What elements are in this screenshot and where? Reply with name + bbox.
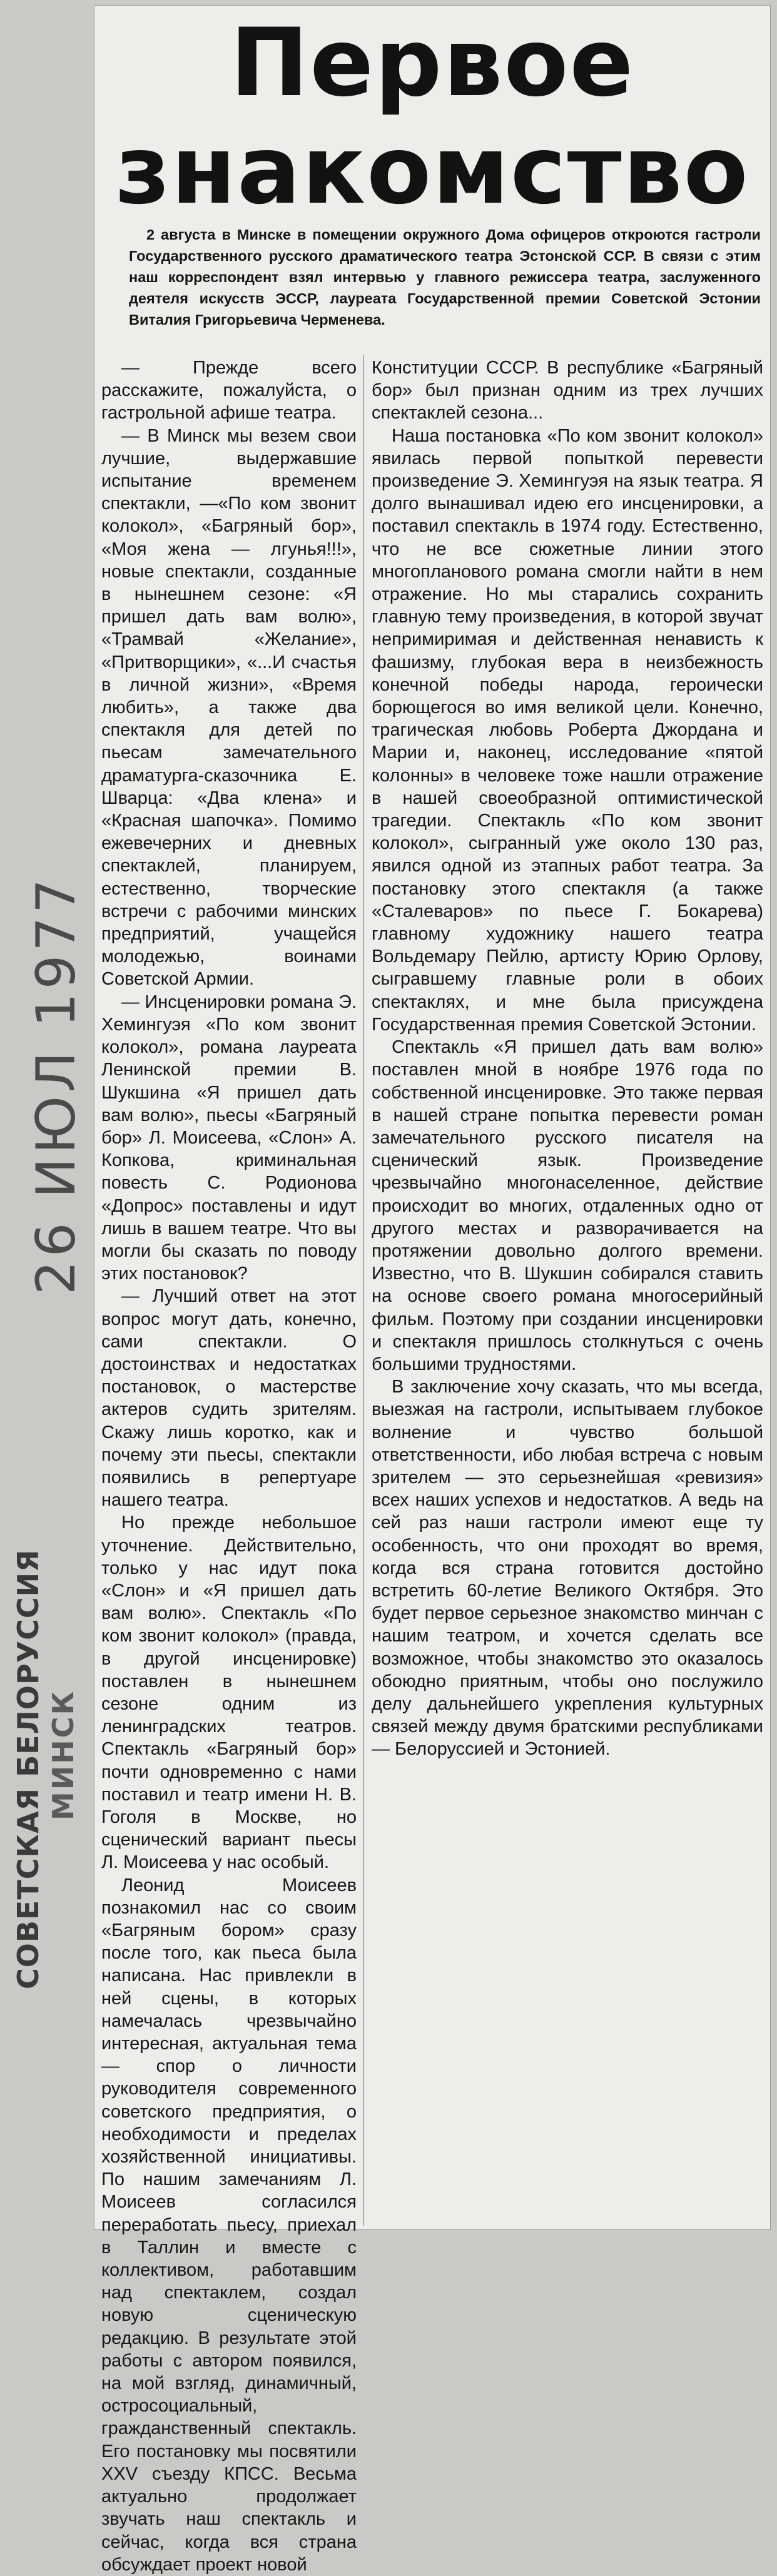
paragraph: — Лучший ответ на этот вопрос могут дать, конечно, сами спектакли. О достоинствах и недостатках постановок, о мастерстве актеров судить зрителям. Скажу лишь коротко, как и почему эти пьесы, спектакли появились в репертуаре нашего театра. (101, 1286, 357, 1511)
paragraph: Наша постановка «По ком звонит колокол» явилась первой попыткой перевести произведение Э. Хемингуэя на язык театра. Я долго вынашивал идею его инсценировки, а поставил спектакль в 1974 году. Естественно, что не все сюжетные линии этого многопланового романа смогли найти в нем отражение. Но мы старались сохранить главную тему произведения, в которой звучат непримиримая и действенная ненависть к фашизму, глубокая вера в неизбежность конечной победы народа, героически борющегося во имя великой цели. Конечно, трагическая любовь Роберта Джордана и Марии и, наконец, исследование «пятой колонны» в человеке тоже нашли отражение в нашей своеобразной оптимистической трагедии. Спектакль «По ком звонит колокол», сыгранный уже около 130 раз, явился одной из этапных работ театра. За постановку этого спектакля (а также «Сталеваров» по пьесе Г. Бокарева) главному художнику нашего театра Вольдемару Пейлю, артисту Юрию Орлову, сыгравшему главные роли в обоих спектаклях, и мне была присуждена Государственная премия Советской Эстонии. (372, 425, 763, 1035)
headline-line-1: Первое (230, 9, 635, 118)
paragraph: — Прежде всего расскажите, пожалуйста, о гастрольной афише театра. (101, 358, 357, 423)
paragraph: Но прежде небольшое уточнение. Действительно, только у нас идут пока «Слон» и «Я пришел дать вам волю». Спектакль «По ком звонит колокол» (правда, в другой инсценировке) поставлен в нынешнем сезоне одним из ленинградских театров. Спектакль «Багряный бор» почти одновременно с нами поставил и театр имени Н. В. Гоголя в Москве, но сценический вариант пьесы Л. Моисеева у нас особый. (101, 1513, 357, 1873)
headline-line-2: знакомство (115, 116, 749, 225)
paragraph: Конституции СССР. В республике «Багряный бор» был признан одним из трех лучших спектаклей сезона... (372, 358, 763, 423)
city-stamp: МИНСК (46, 1689, 80, 1820)
newspaper-name-stamp: СОВЕТСКАЯ БЕЛОРУССИЯ (11, 1549, 45, 1989)
article-column-right (372, 357, 763, 2227)
paragraph: В заключение хочу сказать, что мы всегда, выезжая на гастроли, испытываем глубокое волнение и чувство большой ответственности, ибо любая встреча с новым зрителем — это серьезнейшая «ревизия» всех наших успехов и недостатков. А ведь на сей раз наши гастроли имеют еще ту особенность, что они проходят во время, когда вся страна готовится достойно встретить 60-летие Великого Октября. Это будет первое серьезное знакомство минчан с нашим театром, и хочется сделать все возможное, чтобы знакомство это оказалось обоюдно приятным, чтобы оно послужило делу дальнейшего укрепления культурных связей между двумя братскими республиками — Белоруссией и Эстонией. (372, 1377, 763, 1760)
paragraph: Спектакль «Я пришел дать вам волю» поставлен мной в ноябре 1976 года по собственной инсценировке. Это также первая в нашей стране попытка перевести роман замечательного русского писателя на сценический язык. Произведение чрезвычайно многонаселенное, действие происходит во многих, отдаленных одно от другого местах и разворачивается на протяжении довольно долгого времени. Известно, что В. Шукшин собирался ставить на основе своего романа многосерийный фильм. Поэтому при создании инсценировки и спектакля пришлось столкнуться с очень большими трудностями. (372, 1037, 763, 1374)
date-stamp: 26 ИЮЛ 1977 (25, 875, 88, 1295)
article-column-left (101, 357, 357, 2575)
paragraph: — В Минск мы везем свои лучшие, выдержавшие испытание временем спектакли, —«По ком звонит колокол», «Багряный бор», «Моя жена — лгунья!!!», новые спектакли, созданные в нынешнем сезоне: «Я пришел дать вам волю», «Трамвай «Желание», «Притворщики», «...И счастья в личной жизни», «Время любить», а также два спектакля для детей по пьесам замечательного драматурга-сказочника Е. Шварца: «Два клена» и «Красная шапочка». Помимо ежевечерних и дневных спектаклей, планируем, естественно, творческие встречи с рабочими минских предприятий, учащейся молодежью, воинами Советской Армии. (101, 425, 357, 990)
paragraph: Леонид Моисеев познакомил нас со своим «Багряным бором» сразу после того, как пьеса была написана. Нас привлекли в ней сцены, в которых намечалась чрезвычайно интересная, актуальная тема — спор о личности руководителя современного советского предприятия, о необходимости и пределах хозяйственной инициативы. По нашим замечаниям Л. Моисеев согласился переработать пьесу, приехал в Таллин и вместе с коллективом, работавшим над спектаклем, создал новую сценическую редакцию. В результате этой работы с автором появился, на мой взгляд, динамичный, остросоциальный, гражданственный спектакль. Его постановку мы посвятили XXV съезду КПСС. Весьма актуально продолжает звучать наш спектакль и сейчас, когда вся страна обсуждает проект новой (101, 1875, 357, 2575)
lead-paragraph: 2 августа в Минске в помещении окружного Дома офицеров откроются гастроли Государственного русского драматического театра Эстонской ССР. В связи с этим наш корреспондент взял интервью у главного режиссера театра, заслуженного деятеля искусств ЭССР, лауреата Государственной премии Советской Эстонии Виталия Григорьевича Черменева. (129, 226, 761, 328)
paragraph: — Инсценировки романа Э. Хемингуэя «По ком звонит колокол», романа лауреата Ленинской премии В. Шукшина «Я пришел дать вам волю», пьесы «Багряный бор» Л. Моисеева, «Слон» А. Копкова, криминальная повесть С. Родионова «Допрос» поставлены и идут лишь в вашем театре. Что вы могли бы сказать по поводу этих постановок? (101, 991, 357, 1284)
newspaper-clipping (94, 5, 771, 2575)
